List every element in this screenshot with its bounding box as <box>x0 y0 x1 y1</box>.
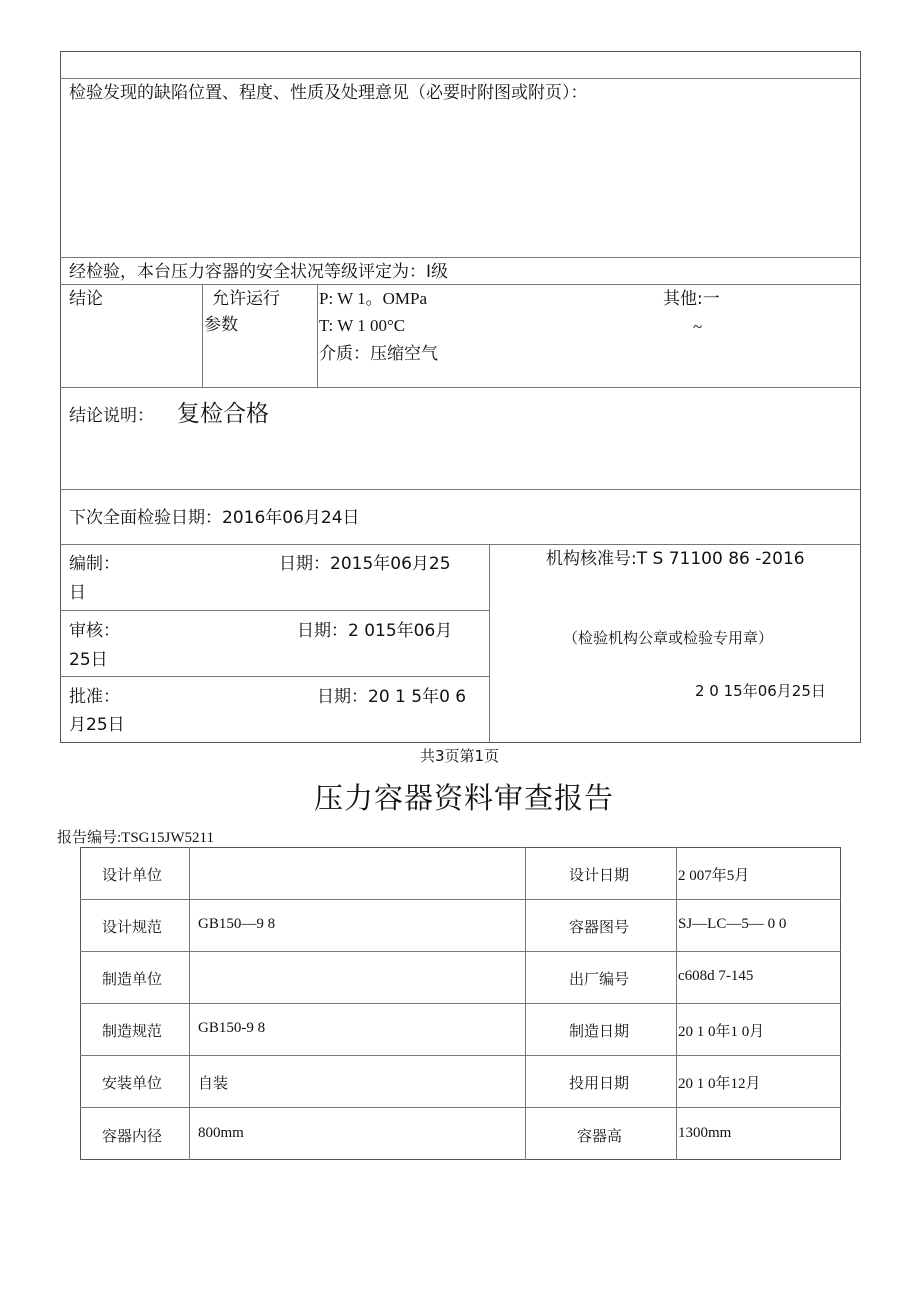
divider <box>317 284 318 387</box>
table-row-label: 容器内径 <box>102 1127 163 1145</box>
approve-date-cont: 月25日 <box>69 715 125 735</box>
divider <box>525 847 526 1160</box>
divider <box>60 78 861 79</box>
divider <box>189 847 190 1160</box>
table-row-label: 设计单位 <box>102 866 163 884</box>
table-row-label: 设计规范 <box>102 918 163 936</box>
review-label: 审核： <box>69 621 120 641</box>
divider <box>60 544 861 545</box>
divider <box>60 610 490 611</box>
table-row-value: 自装 <box>198 1074 229 1092</box>
divider <box>60 489 861 490</box>
table-row-value: 1300mm <box>678 1125 732 1141</box>
medium-value: 介质：压缩空气 <box>319 344 438 364</box>
table-row-value: 800mm <box>198 1125 244 1141</box>
divider <box>80 951 841 952</box>
divider <box>60 387 861 388</box>
divider <box>489 544 490 743</box>
divider <box>80 1107 841 1108</box>
table-row-label: 容器图号 <box>569 918 630 936</box>
table-row-value: SJ—LC—5— 0 0 <box>678 916 787 932</box>
table-row-label: 制造单位 <box>102 970 163 988</box>
divider <box>80 1003 841 1004</box>
divider <box>60 257 861 258</box>
table-row-value: 20 1 0年1 0月 <box>678 1024 765 1040</box>
page-info: 共3页第1页 <box>420 747 500 765</box>
divider <box>80 899 841 900</box>
divider <box>60 676 490 677</box>
defects-heading: 检验发现的缺陷位置、程度、性质及处理意见（必要时附图或附页）： <box>69 83 588 103</box>
table-row-value: GB150-9 8 <box>198 1020 266 1036</box>
divider <box>202 284 203 387</box>
review-date-cont: 25日 <box>69 650 108 670</box>
temperature-value: T: W 1 00°C <box>319 316 406 335</box>
seal-note: （检验机构公章或检验专用章） <box>563 629 774 647</box>
table-row-value: GB150—9 8 <box>198 916 276 932</box>
other-value: ~ <box>693 317 703 336</box>
compile-label: 编制： <box>69 554 120 574</box>
compile-date: 日期：2015年06月25 <box>279 554 451 574</box>
table-row-label: 制造规范 <box>102 1022 163 1040</box>
allowed-params-label-cont: 参数 <box>204 315 238 335</box>
pressure-value: P: W 1。OMPa <box>319 289 428 308</box>
review-date: 日期：2 015年06月 <box>297 621 453 641</box>
conclusion-note-label: 结论说明： <box>69 406 154 426</box>
approve-label: 批准： <box>69 687 120 707</box>
seal-date: 2 0 15年06月25日 <box>695 682 826 700</box>
divider <box>676 847 677 1160</box>
table-row-label: 设计日期 <box>569 866 630 884</box>
report-title: 压力容器资料审查报告 <box>314 781 615 815</box>
approve-date: 日期：20 1 5年0 6 <box>317 687 467 707</box>
next-inspection-date: 下次全面检验日期：2016年06月24日 <box>69 508 360 528</box>
institution-approval-no: 机构核准号:T S 71100 86 -2016 <box>546 549 805 569</box>
allowed-params-label: 允许运行 <box>212 289 280 309</box>
safety-rating: 经检验，本台压力容器的安全状况等级评定为：I级 <box>69 262 449 282</box>
report-number: 报告编号:TSG15JW5211 <box>57 830 214 846</box>
table-row-label: 容器高 <box>577 1127 623 1145</box>
table-row-label: 安装单位 <box>102 1074 163 1092</box>
table-row-value: c608d 7-145 <box>678 968 754 984</box>
table-row-label: 制造日期 <box>569 1022 630 1040</box>
conclusion-label: 结论 <box>69 289 103 309</box>
other-label: 其他:一 <box>663 289 720 309</box>
table-row-value: 20 1 0年12月 <box>678 1076 761 1092</box>
compile-date-cont: 日 <box>69 583 86 603</box>
table-row-label: 出厂编号 <box>569 970 630 988</box>
conclusion-note-value: 复检合格 <box>177 401 269 427</box>
table-row-value: 2 007年5月 <box>678 868 750 884</box>
table-row-label: 投用日期 <box>569 1074 630 1092</box>
divider <box>80 1055 841 1056</box>
